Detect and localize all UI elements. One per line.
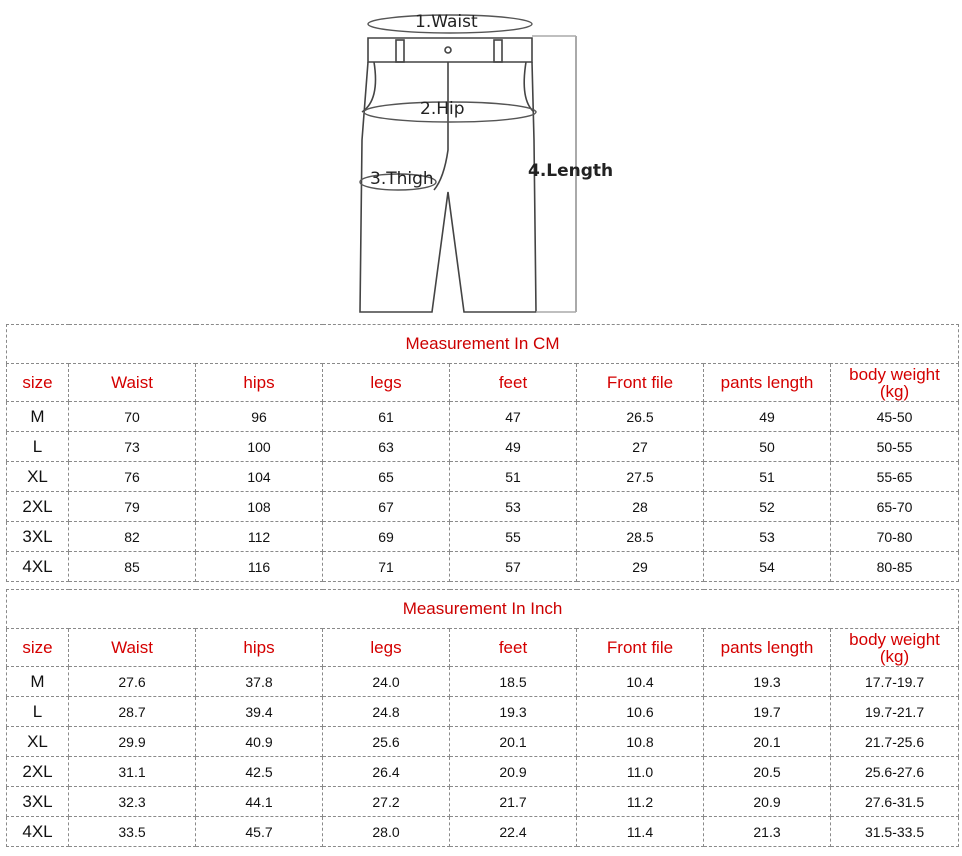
header-front-file: Front file <box>577 364 704 402</box>
length-label: 4.Length <box>528 161 614 181</box>
value-cell: 11.4 <box>577 817 704 847</box>
table-title: Measurement In Inch <box>7 590 959 629</box>
value-cell: 29 <box>577 552 704 582</box>
value-cell: 29.9 <box>69 727 196 757</box>
size-cell: M <box>7 667 69 697</box>
header-front-file: Front file <box>577 629 704 667</box>
header-row <box>7 629 959 667</box>
size-cell: 2XL <box>7 492 69 522</box>
size-cell: 3XL <box>7 787 69 817</box>
value-cell: 32.3 <box>69 787 196 817</box>
header-legs: legs <box>323 629 450 667</box>
table-row <box>7 492 959 522</box>
value-cell: 20.5 <box>704 757 831 787</box>
table-row <box>7 402 959 432</box>
size-table-cm <box>6 324 959 582</box>
size-cell: XL <box>7 727 69 757</box>
value-cell: 55 <box>450 522 577 552</box>
value-cell: 19.7-21.7 <box>831 697 959 727</box>
value-cell: 10.6 <box>577 697 704 727</box>
header-row <box>7 364 959 402</box>
value-cell: 71 <box>323 552 450 582</box>
value-cell: 26.4 <box>323 757 450 787</box>
value-cell: 76 <box>69 462 196 492</box>
table-row <box>7 667 959 697</box>
pants-measurement-diagram <box>340 0 620 318</box>
value-cell: 79 <box>69 492 196 522</box>
value-cell: 31.1 <box>69 757 196 787</box>
header-legs: legs <box>323 364 450 402</box>
value-cell: 104 <box>196 462 323 492</box>
header-size: size <box>7 629 69 667</box>
value-cell: 18.5 <box>450 667 577 697</box>
value-cell: 10.4 <box>577 667 704 697</box>
value-cell: 21.3 <box>704 817 831 847</box>
value-cell: 55-65 <box>831 462 959 492</box>
header-body-weight-line2: (kg) <box>879 646 910 666</box>
header-waist: Waist <box>69 364 196 402</box>
value-cell: 47 <box>450 402 577 432</box>
table-row <box>7 522 959 552</box>
value-cell: 42.5 <box>196 757 323 787</box>
value-cell: 26.5 <box>577 402 704 432</box>
header-waist: Waist <box>69 629 196 667</box>
size-cell: L <box>7 432 69 462</box>
value-cell: 53 <box>450 492 577 522</box>
value-cell: 69 <box>323 522 450 552</box>
header-body-weight-line1: body weight <box>849 629 940 649</box>
header-feet: feet <box>450 629 577 667</box>
value-cell: 52 <box>704 492 831 522</box>
value-cell: 21.7 <box>450 787 577 817</box>
value-cell: 49 <box>450 432 577 462</box>
header-hips: hips <box>196 629 323 667</box>
header-size: size <box>7 364 69 402</box>
value-cell: 51 <box>450 462 577 492</box>
value-cell: 20.1 <box>450 727 577 757</box>
value-cell: 54 <box>704 552 831 582</box>
waist-label: 1.Waist <box>415 12 478 32</box>
table-row <box>7 757 959 787</box>
value-cell: 45.7 <box>196 817 323 847</box>
size-cell: 4XL <box>7 552 69 582</box>
value-cell: 19.3 <box>704 667 831 697</box>
header-body-weight <box>831 364 959 402</box>
table-body <box>7 402 959 582</box>
value-cell: 27.2 <box>323 787 450 817</box>
value-cell: 27.6-31.5 <box>831 787 959 817</box>
value-cell: 40.9 <box>196 727 323 757</box>
value-cell: 27 <box>577 432 704 462</box>
table-row <box>7 817 959 847</box>
value-cell: 10.8 <box>577 727 704 757</box>
value-cell: 85 <box>69 552 196 582</box>
header-body-weight-line2: (kg) <box>879 381 910 401</box>
value-cell: 25.6-27.6 <box>831 757 959 787</box>
value-cell: 57 <box>450 552 577 582</box>
value-cell: 50-55 <box>831 432 959 462</box>
size-table-inch <box>6 589 959 847</box>
value-cell: 11.2 <box>577 787 704 817</box>
table-row <box>7 787 959 817</box>
value-cell: 44.1 <box>196 787 323 817</box>
header-body-weight-line1: body weight <box>849 364 940 384</box>
value-cell: 24.0 <box>323 667 450 697</box>
value-cell: 45-50 <box>831 402 959 432</box>
table-body <box>7 667 959 847</box>
size-cell: M <box>7 402 69 432</box>
value-cell: 73 <box>69 432 196 462</box>
value-cell: 19.7 <box>704 697 831 727</box>
value-cell: 20.9 <box>704 787 831 817</box>
size-cell: 2XL <box>7 757 69 787</box>
value-cell: 51 <box>704 462 831 492</box>
value-cell: 21.7-25.6 <box>831 727 959 757</box>
table-row <box>7 462 959 492</box>
value-cell: 37.8 <box>196 667 323 697</box>
header-hips: hips <box>196 364 323 402</box>
value-cell: 108 <box>196 492 323 522</box>
value-cell: 49 <box>704 402 831 432</box>
value-cell: 116 <box>196 552 323 582</box>
value-cell: 100 <box>196 432 323 462</box>
header-body-weight <box>831 629 959 667</box>
value-cell: 82 <box>69 522 196 552</box>
value-cell: 25.6 <box>323 727 450 757</box>
value-cell: 70-80 <box>831 522 959 552</box>
value-cell: 27.5 <box>577 462 704 492</box>
hip-label: 2.Hip <box>420 99 465 119</box>
size-cell: XL <box>7 462 69 492</box>
value-cell: 96 <box>196 402 323 432</box>
value-cell: 50 <box>704 432 831 462</box>
value-cell: 31.5-33.5 <box>831 817 959 847</box>
value-cell: 17.7-19.7 <box>831 667 959 697</box>
value-cell: 22.4 <box>450 817 577 847</box>
header-feet: feet <box>450 364 577 402</box>
value-cell: 70 <box>69 402 196 432</box>
value-cell: 67 <box>323 492 450 522</box>
table-title: Measurement In CM <box>7 325 959 364</box>
value-cell: 112 <box>196 522 323 552</box>
table-row <box>7 697 959 727</box>
value-cell: 65-70 <box>831 492 959 522</box>
table-row <box>7 432 959 462</box>
value-cell: 61 <box>323 402 450 432</box>
table-row <box>7 727 959 757</box>
header-pants-length: pants length <box>704 364 831 402</box>
size-cell: 4XL <box>7 817 69 847</box>
value-cell: 28.5 <box>577 522 704 552</box>
value-cell: 53 <box>704 522 831 552</box>
value-cell: 19.3 <box>450 697 577 727</box>
value-cell: 63 <box>323 432 450 462</box>
value-cell: 39.4 <box>196 697 323 727</box>
value-cell: 20.1 <box>704 727 831 757</box>
size-cell: L <box>7 697 69 727</box>
value-cell: 11.0 <box>577 757 704 787</box>
table-row <box>7 552 959 582</box>
value-cell: 80-85 <box>831 552 959 582</box>
value-cell: 33.5 <box>69 817 196 847</box>
value-cell: 28 <box>577 492 704 522</box>
value-cell: 28.0 <box>323 817 450 847</box>
value-cell: 65 <box>323 462 450 492</box>
size-cell: 3XL <box>7 522 69 552</box>
value-cell: 20.9 <box>450 757 577 787</box>
header-pants-length: pants length <box>704 629 831 667</box>
value-cell: 27.6 <box>69 667 196 697</box>
value-cell: 28.7 <box>69 697 196 727</box>
value-cell: 24.8 <box>323 697 450 727</box>
thigh-label: 3.Thigh <box>370 169 434 189</box>
